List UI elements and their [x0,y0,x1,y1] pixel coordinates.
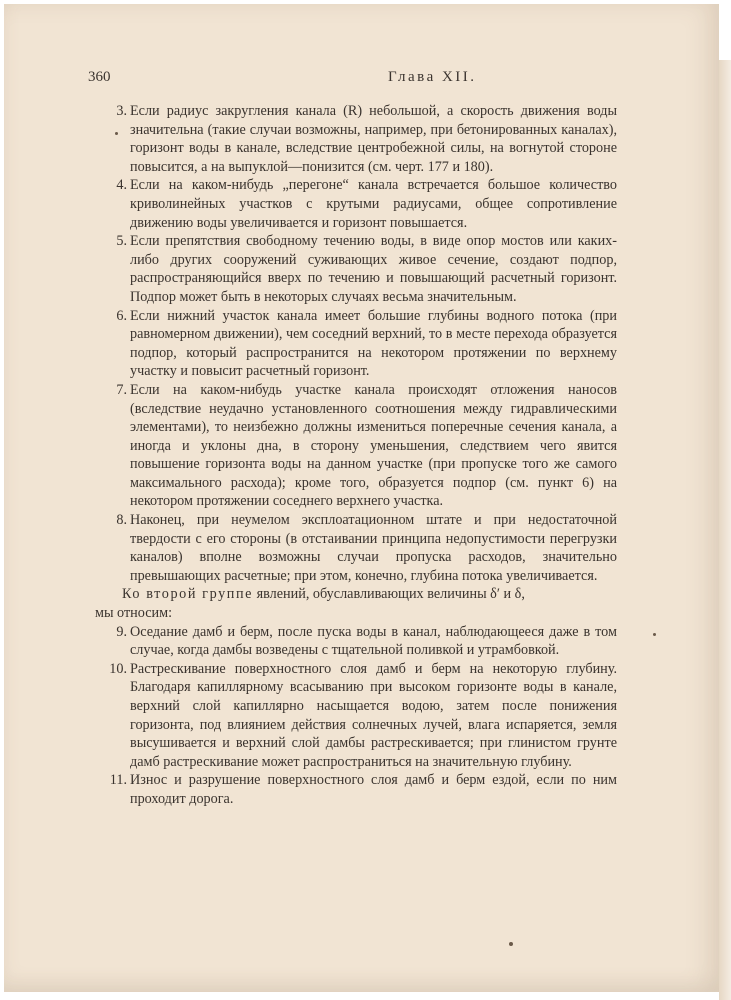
chapter-title: Глава XII. [388,69,477,85]
item-text: Износ и разрушение поверхностного слоя дамб и берм ездой, если по ним проходит дорога. [130,772,617,807]
second-group-rest: явлений, обуславливающих величины δ′ и δ, [253,586,525,603]
page-body [95,102,617,809]
item-text: Если нижний участок канала имеет большие глубины водного потока (при равномерном движении), чем соседний верхний, то в месте перехода образуется подпор, который распространится на некотором протяжении по верхнему участку и повысит расчетный горизонт. [130,307,617,380]
page-edge [719,60,731,1000]
item-number: 10. [109,660,127,677]
second-group-lead: Ко второй группе [122,586,254,603]
list-item [95,307,617,381]
ink-speck [509,942,513,946]
list-item [95,232,617,306]
item-text: Если на каком-нибудь „перегоне“ канала встречается большое количество криволинейных участков с крутыми радиусами, общее сопротивление движению воды увеличивается и горизонт повышается. [130,177,617,231]
list-item [95,623,617,660]
item-text: Растрескивание поверхностного слоя дамб и берм на некоторую глубину. Благодаря капиллярному всасыванию при высоком горизонте воды в канале, верхний слой капиллярно насыщается водою, затем после понижения горизонта, под влиянием действия солнечных лучей, влага испаряется, земля высушивается и верхний слой дамбы растрескивается; при глинистом грунте дамб растрескивание может распространиться на значительную глубину. [130,660,617,770]
item-text: Если радиус закругления канала (R) небольшой, а скорость движения воды значительна (такие случаи возможны, например, при бетонированных каналах), горизонт воды в канале, вследствие центробежной силы, на вогнутой стороне повысится, а на выпуклой—понизится (см. черт. 177 и 180). [130,103,617,175]
item-text: Если препятствия свободному течению воды, в виде опор мостов или каких-либо других сооружений суживающих живое сечение, создают подпор, распространяющийся вверх по течению и повышающий расчетный горизонт. Подпор может быть в некоторых случаях весьма значительным. [130,233,617,305]
list-item [95,381,617,511]
item-number: 6. [116,307,127,324]
page-number: 360 [88,69,111,85]
item-number: 5. [116,233,127,250]
item-number: 4. [116,177,127,194]
list-item [95,511,617,585]
list-item [95,176,617,232]
ink-speck [653,633,656,636]
item-number: 3. [116,103,127,119]
second-group-paragraph [95,585,617,604]
item-text: Наконец, при неумелом эксплоатационном штате и при недостаточной твердости с его стороны (в отстаивании принципа недопустимости перегрузки каналов) вполне возможны случаи пропуска расходов, значительно превышающих расчетные; при этом, конечно, глубина потока увеличивается. [130,512,617,584]
item-number: 8. [116,512,127,529]
list-item [95,771,617,808]
list-item [95,660,617,772]
item-text: Если на каком-нибудь участке канала происходят отложения наносов (вследствие неудачно установленного соотношения между гидравлическими элементами), то неизбежно должны измениться поперечные сечения канала, а иногда и уклоны дна, в сторону уменьшения, следствием чего явится повышение горизонта воды на данном участке (при пропуске того же самого максимального расхода); кроме того, образуется подпор (см. пункт 6) на некотором протяжении соседнего верхнего участка. [130,381,617,510]
page-header [88,69,618,93]
item-number: 11. [109,772,127,789]
item-number: 9. [116,623,127,640]
list-item [95,102,617,176]
second-group-line2: мы относим: [95,605,173,622]
item-text: Оседание дамб и берм, после пуска воды в канал, наблюдающееся даже в том случае, когда дамбы возведены с тщательной поливкой и утрамбовкой. [130,623,617,659]
item-number: 7. [116,381,127,398]
